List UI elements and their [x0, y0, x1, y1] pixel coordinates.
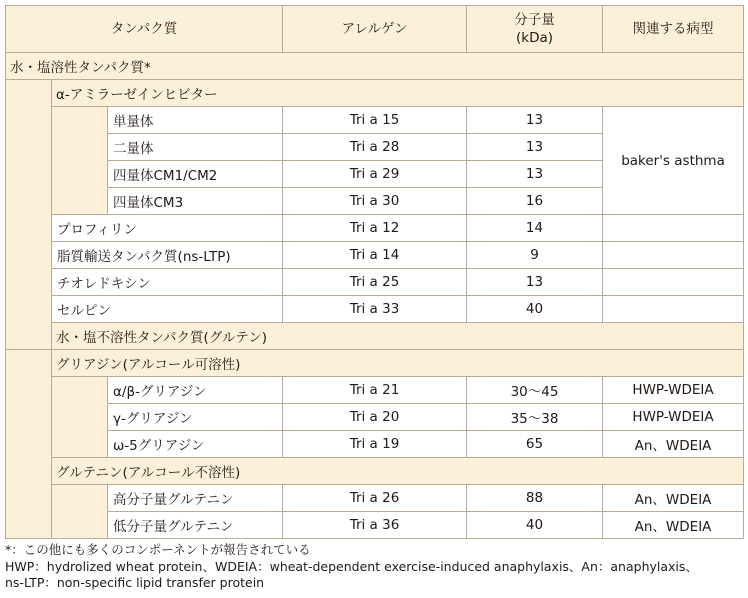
protein-name: セルピン	[52, 296, 283, 323]
header-protein: タンパク質	[6, 6, 283, 53]
mw-cell: 35〜38	[467, 404, 603, 431]
section-row	[6, 53, 744, 80]
subgroup-row	[6, 80, 744, 107]
table-row	[6, 404, 744, 431]
protein-name: ω-5グリアジン	[108, 431, 283, 458]
allergen-cell: Tri a 21	[283, 377, 467, 404]
protein-name: 高分子量グルテニン	[108, 485, 283, 512]
subgroup-row	[6, 350, 744, 377]
indent-cell	[6, 350, 52, 539]
disease-cell	[603, 296, 744, 323]
table-row	[6, 215, 744, 242]
disease-cell	[603, 215, 744, 242]
mw-cell: 14	[467, 215, 603, 242]
allergen-cell: Tri a 19	[283, 431, 467, 458]
indent-cell	[52, 107, 108, 215]
indent-cell	[52, 377, 108, 458]
subgroup-label: グリアジン(アルコール可溶性)	[52, 350, 744, 377]
footnote-abbreviations: HWP：hydrolized wheat protein、WDEIA：wheat-dependent exercise-induced anaphylaxis、An：anaphylaxis、	[5, 558, 698, 574]
header-mw-line1: 分子量	[514, 12, 555, 28]
section-row	[6, 323, 744, 350]
allergen-cell: Tri a 26	[283, 485, 467, 512]
allergen-cell: Tri a 14	[283, 242, 467, 269]
protein-name: 四量体CM3	[108, 188, 283, 215]
disease-cell	[603, 269, 744, 296]
disease-cell: An、WDEIA	[603, 485, 744, 512]
table-row	[6, 242, 744, 269]
footnotes	[5, 542, 745, 592]
protein-name: 単量体	[108, 107, 283, 134]
allergen-cell: Tri a 30	[283, 188, 467, 215]
subgroup-row	[6, 458, 744, 485]
header-molecular-weight	[467, 6, 603, 53]
allergen-cell: Tri a 36	[283, 512, 467, 539]
mw-cell: 13	[467, 107, 603, 134]
indent-cell	[52, 485, 108, 539]
indent-cell	[6, 80, 52, 350]
disease-cell: baker's asthma	[603, 107, 744, 215]
protein-name: 脂質輸送タンパク質(ns-LTP)	[52, 242, 283, 269]
table-row	[6, 377, 744, 404]
mw-cell: 65	[467, 431, 603, 458]
allergen-cell: Tri a 20	[283, 404, 467, 431]
disease-cell: An、WDEIA	[603, 512, 744, 539]
table-row	[6, 269, 744, 296]
allergen-cell: Tri a 29	[283, 161, 467, 188]
mw-cell: 13	[467, 269, 603, 296]
table-header-row	[6, 6, 744, 53]
allergen-cell: Tri a 12	[283, 215, 467, 242]
header-allergen: アレルゲン	[283, 6, 467, 53]
mw-cell: 13	[467, 161, 603, 188]
table-row	[6, 485, 744, 512]
allergen-cell: Tri a 25	[283, 269, 467, 296]
footnote-asterisk: *：この他にも多くのコンポーネントが報告されている	[5, 542, 311, 557]
allergen-cell: Tri a 28	[283, 134, 467, 161]
allergen-cell: Tri a 15	[283, 107, 467, 134]
mw-cell: 40	[467, 296, 603, 323]
table-row	[6, 431, 744, 458]
disease-cell: HWP-WDEIA	[603, 404, 744, 431]
protein-name: α/β-グリアジン	[108, 377, 283, 404]
allergen-table	[5, 5, 744, 539]
disease-cell: HWP-WDEIA	[603, 377, 744, 404]
footnote-abbreviations-cont: ns-LTP：non-specific lipid transfer protein	[5, 575, 265, 590]
table-row	[6, 296, 744, 323]
allergen-cell: Tri a 33	[283, 296, 467, 323]
header-disease: 関連する病型	[603, 6, 744, 53]
subgroup-label: グルテニン(アルコール不溶性)	[52, 458, 744, 485]
protein-name: プロフィリン	[52, 215, 283, 242]
section-label: 水・塩不溶性タンパク質(グルテン)	[52, 323, 744, 350]
table-row	[6, 512, 744, 539]
subgroup-label: α-アミラーゼインヒビター	[52, 80, 744, 107]
disease-cell: An、WDEIA	[603, 431, 744, 458]
section-label: 水・塩溶性タンパク質*	[6, 53, 744, 80]
protein-name: チオレドキシン	[52, 269, 283, 296]
protein-name: 低分子量グルテニン	[108, 512, 283, 539]
mw-cell: 13	[467, 134, 603, 161]
mw-cell: 9	[467, 242, 603, 269]
protein-name: γ-グリアジン	[108, 404, 283, 431]
disease-cell	[603, 242, 744, 269]
protein-name: 二量体	[108, 134, 283, 161]
mw-cell: 40	[467, 512, 603, 539]
mw-cell: 88	[467, 485, 603, 512]
table-row	[6, 107, 744, 134]
header-mw-line2: (kDa)	[516, 30, 554, 46]
protein-name: 四量体CM1/CM2	[108, 161, 283, 188]
mw-cell: 16	[467, 188, 603, 215]
mw-cell: 30〜45	[467, 377, 603, 404]
